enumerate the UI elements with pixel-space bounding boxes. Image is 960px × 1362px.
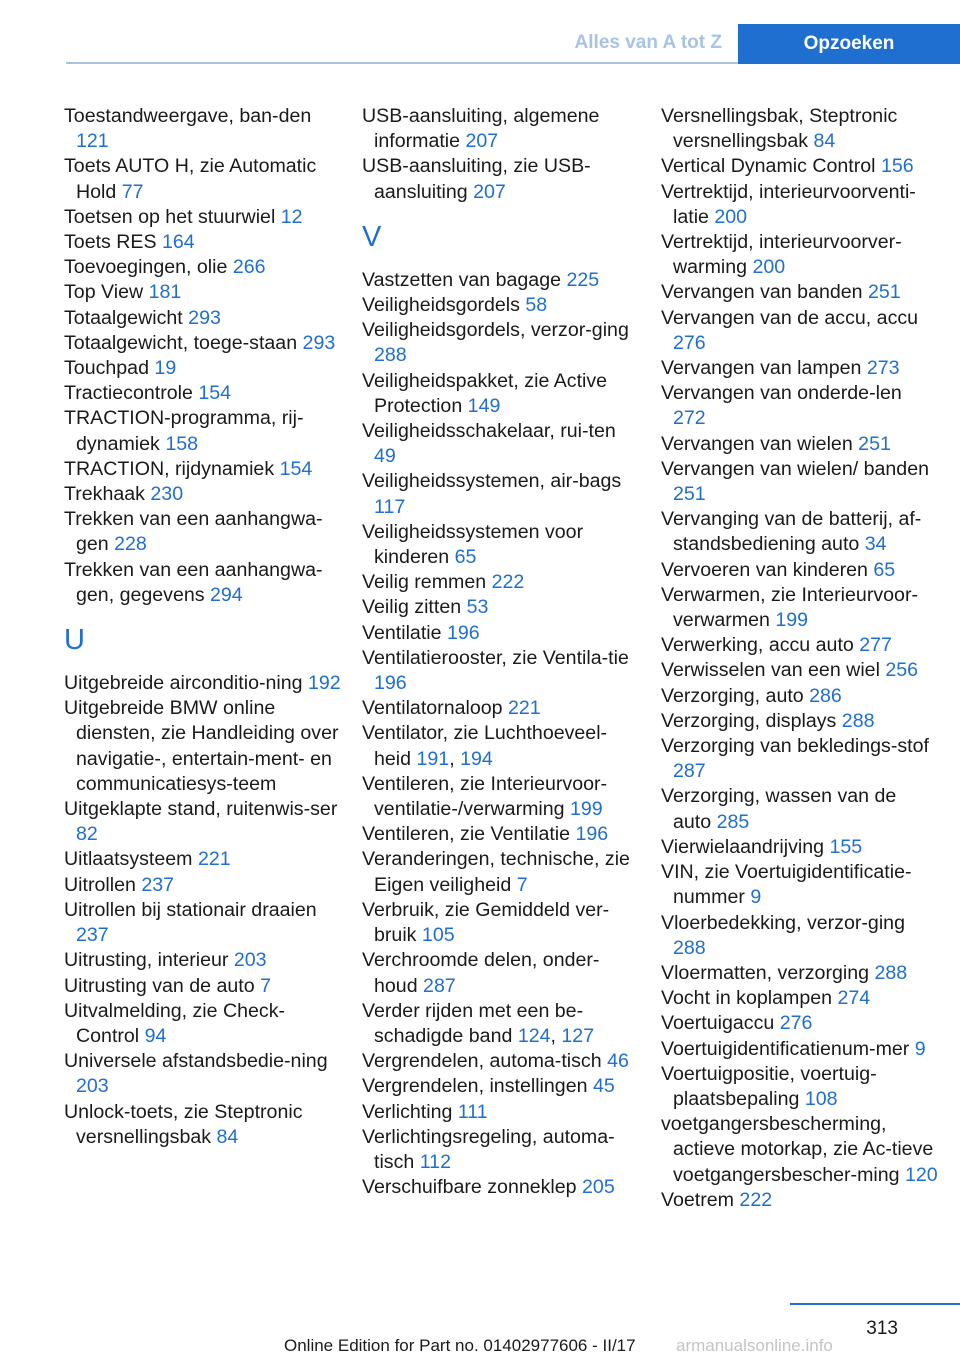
- index-entry: [661, 583, 939, 633]
- page-reference-link[interactable]: 293: [302, 331, 336, 354]
- index-entry: [64, 696, 342, 797]
- page-reference-link[interactable]: 49: [374, 445, 396, 468]
- page-reference-link[interactable]: 203: [76, 1075, 109, 1098]
- index-entry-term: Uitrusting van de auto: [64, 974, 261, 997]
- index-entry: [362, 369, 640, 419]
- index-entry-term: Voertuigpositie, voertuig-plaatsbepaling: [661, 1062, 877, 1110]
- index-column-1: [64, 104, 342, 1150]
- page-reference-link[interactable]: 94: [144, 1024, 167, 1047]
- index-entry: [362, 268, 640, 293]
- index-entry-term: Ventilatornaloop: [362, 697, 508, 720]
- page-reference-link[interactable]: 120: [905, 1163, 938, 1186]
- page-reference-link[interactable]: 230: [150, 483, 184, 506]
- page-reference-link[interactable]: 274: [837, 987, 871, 1010]
- index-entry-term: Uitlaatsysteem: [64, 848, 198, 871]
- section-title: Alles van A tot Z: [574, 32, 722, 53]
- index-entry-term: Uitgeklapte stand, ruitenwis-ser: [64, 798, 338, 821]
- index-entry-term: Vergrendelen, automa-tisch: [362, 1050, 608, 1073]
- index-entry: [64, 847, 342, 872]
- index-entry-term: Ventileren, zie Ventilatie: [362, 823, 576, 846]
- page-reference-link[interactable]: 192: [307, 672, 341, 695]
- index-entry: [362, 570, 640, 595]
- page-reference-link[interactable]: 287: [673, 760, 706, 783]
- index-entry-term: Verzorging, auto: [661, 684, 810, 707]
- index-entry: [661, 658, 939, 683]
- index-entry-term: Vergrendelen, instellingen: [362, 1075, 593, 1098]
- index-entry: [661, 709, 939, 734]
- index-entry-term: Vervangen van banden: [661, 281, 868, 304]
- page-reference-link[interactable]: 117: [374, 495, 406, 518]
- index-entry: [661, 911, 939, 961]
- page-reference-link[interactable]: 158: [165, 432, 199, 455]
- index-entry-term: Vloermatten, verzorging: [661, 961, 875, 984]
- index-entry: [661, 1037, 939, 1062]
- page-reference-link[interactable]: 181: [148, 281, 182, 304]
- page-reference-link[interactable]: 112: [419, 1150, 451, 1173]
- index-entry: [362, 1175, 640, 1200]
- page-reference-link[interactable]: 121: [76, 130, 109, 153]
- index-entry: [661, 507, 939, 557]
- index-entry: [661, 154, 939, 179]
- index-entry: [362, 1049, 640, 1074]
- index-entry: [64, 154, 342, 204]
- index-entry-term: Voertuigaccu: [661, 1012, 780, 1035]
- page-reference-link[interactable]: 266: [232, 256, 266, 279]
- index-entry: [362, 646, 640, 696]
- index-entry: [64, 356, 342, 381]
- index-entry-term: Totaalgewicht, toege-staan: [64, 331, 303, 354]
- page-reference-link[interactable]: 256: [885, 659, 919, 682]
- page-reference-link[interactable]: 191: [416, 747, 450, 770]
- page-reference-link[interactable]: 207: [465, 130, 499, 153]
- index-entry: [64, 558, 342, 608]
- index-entry-term: Verzorging van bekledings-stof: [661, 735, 929, 758]
- index-entry: [64, 974, 342, 999]
- index-entry-term: TRACTION, rijdynamiek: [64, 457, 280, 480]
- index-entry: Verder rijden met een be-schadigde band 124, 127: [362, 999, 595, 1047]
- index-entry: [64, 280, 342, 305]
- index-entry: [64, 331, 342, 356]
- index-entry: [64, 406, 342, 456]
- index-entry: [362, 1074, 640, 1099]
- index-letter-heading: U: [64, 624, 85, 657]
- page-reference-link[interactable]: 45: [592, 1075, 615, 1098]
- index-entry-term: Verchroomde delen, onder-houd: [362, 949, 600, 997]
- index-entry-term: Ventilatie: [362, 621, 447, 644]
- page-reference-link[interactable]: 149: [467, 394, 501, 417]
- index-entry: [64, 381, 342, 406]
- index-entry: [362, 948, 640, 998]
- page-reference-link[interactable]: 77: [121, 180, 144, 203]
- page-reference-link[interactable]: 46: [607, 1050, 629, 1073]
- index-entry-term: Verschuifbare zonneklep: [362, 1176, 583, 1199]
- page-reference-link[interactable]: 288: [673, 936, 706, 959]
- index-entry: [661, 104, 939, 154]
- page-reference-link[interactable]: 65: [873, 558, 896, 581]
- page-reference-link[interactable]: 154: [279, 457, 313, 480]
- index-entry-term: Veiligheidsschakelaar, rui-ten: [362, 420, 616, 443]
- index-entry: [661, 180, 939, 230]
- index-entry: [64, 482, 342, 507]
- index-entry-term: Trekken van een aanhangwa-gen, gegevens: [64, 558, 323, 606]
- index-entry: [661, 986, 939, 1011]
- index-entry: [661, 1011, 939, 1036]
- page-reference-link[interactable]: 127: [561, 1024, 595, 1047]
- index-entry-term: TRACTION-programma, rij-dynamiek: [64, 407, 304, 455]
- index-entry: [64, 205, 342, 230]
- page-reference-link[interactable]: 228: [114, 533, 147, 556]
- page-reference-link[interactable]: 286: [809, 684, 842, 707]
- index-entry-term: voetgangersbescherming, actieve motorkap, zie Ac-tieve voetgangersbescher-ming: [661, 1113, 934, 1186]
- index-entry-term: Vertrektijd, interieurvoorventi-latie: [661, 180, 916, 228]
- index-entry: [64, 1100, 342, 1150]
- index-entry-term: Vastzetten van bagage: [362, 268, 567, 291]
- index-entry-term: Verwerking, accu auto: [661, 634, 860, 657]
- index-entry-term: Toets AUTO H, zie Automatic Hold: [64, 155, 317, 203]
- index-entry: [362, 595, 640, 620]
- index-entry: [661, 432, 939, 457]
- page-reference-link[interactable]: 154: [198, 382, 232, 405]
- index-entry-term: Top View: [64, 281, 149, 304]
- index-entry: [661, 1062, 939, 1112]
- index-entry: [64, 1049, 342, 1099]
- index-entry-term: Versnellingsbak, Steptronic versnellingsbak: [661, 105, 898, 153]
- index-entry: [661, 1188, 939, 1213]
- page-reference-link[interactable]: 237: [76, 924, 109, 947]
- page-reference-link[interactable]: 84: [813, 130, 836, 153]
- page-reference-link[interactable]: 273: [866, 357, 900, 380]
- page-reference-link[interactable]: 276: [779, 1012, 813, 1035]
- page-reference-link[interactable]: 9: [750, 886, 762, 909]
- index-entry: [362, 318, 640, 368]
- index-entry-term: VIN, zie Voertuigidentificatie-nummer: [661, 861, 912, 909]
- index-entry-term: Toevoegingen, olie: [64, 256, 233, 279]
- index-entry-term: Vervangen van wielen/ banden: [661, 457, 929, 480]
- index-entry: [362, 772, 640, 822]
- page-reference-link[interactable]: 19: [154, 357, 177, 380]
- page-reference-link[interactable]: 251: [868, 281, 901, 304]
- index-entry-term: Veiligheidspakket, zie Active Protection: [362, 369, 608, 417]
- index-entry-term: Uitrollen: [64, 873, 142, 896]
- index-entry-term: Veilig remmen: [362, 571, 492, 594]
- index-entry: [661, 457, 939, 507]
- index-entry: [362, 621, 640, 646]
- index-entry: [661, 230, 939, 280]
- index-entry-term: Verzorging, wassen van de auto: [661, 785, 897, 833]
- page-reference-link[interactable]: 221: [507, 697, 541, 720]
- index-entry-term: Vervanging van de batterij, af-standsbediening auto: [661, 508, 922, 556]
- index-entry-term: Veiligheidsgordels: [362, 294, 526, 317]
- edition-note: Online Edition for Part no. 01402977606 - II/17: [284, 1336, 636, 1355]
- index-entry: [661, 835, 939, 860]
- page-reference-link[interactable]: 199: [775, 609, 809, 632]
- index-entry: [362, 419, 640, 469]
- index-entry: [661, 356, 939, 381]
- page-reference-link[interactable]: 53: [466, 596, 489, 619]
- index-entry-term: Voertuigidentificatienum-mer: [661, 1037, 915, 1060]
- page-reference-link[interactable]: 225: [566, 268, 600, 291]
- index-entry-term: Verder rijden met een be-schadigde band: [362, 999, 584, 1047]
- index-entry-term: Veiligheidssystemen voor kinderen: [362, 520, 584, 569]
- index-entry: [661, 860, 939, 910]
- index-entry: [362, 898, 640, 948]
- index-entry-term: Toestandweergave, ban-den: [64, 105, 312, 127]
- index-entry: [362, 847, 640, 897]
- index-entry: [362, 469, 640, 519]
- index-entry: [661, 1112, 939, 1188]
- index-entry-term: Vervangen van wielen: [661, 432, 859, 455]
- index-entry: Ventilator, zie Luchthoeveel-heid 191, 194: [362, 722, 608, 770]
- page-reference-link[interactable]: 287: [423, 974, 456, 997]
- page-reference-link[interactable]: 84: [216, 1125, 239, 1148]
- tab-opzoeken[interactable]: Opzoeken: [738, 24, 960, 64]
- index-entry: [661, 306, 939, 356]
- index-entry: [362, 154, 640, 204]
- index-entry-term: Verwarmen, zie Interieurvoor-verwarmen: [661, 583, 918, 632]
- index-entry-term: Vertical Dynamic Control: [661, 155, 881, 178]
- page-reference-link[interactable]: 196: [374, 672, 407, 695]
- index-entry: [64, 999, 342, 1049]
- index-entry-term: Trekhaak: [64, 483, 151, 506]
- index-entry-term: Toetsen op het stuurwiel: [64, 205, 281, 228]
- index-entry-term: Totaalgewicht: [64, 306, 189, 329]
- page-reference-link[interactable]: 205: [582, 1176, 615, 1199]
- index-entry-term: Vervangen van lampen: [661, 357, 867, 380]
- page-reference-link[interactable]: 294: [210, 583, 243, 606]
- index-entry: [64, 671, 342, 696]
- index-entry-term: Verlichting: [362, 1100, 458, 1123]
- page-reference-link[interactable]: 285: [716, 810, 750, 833]
- page-reference-link[interactable]: 124: [517, 1024, 551, 1047]
- page-reference-link[interactable]: 222: [491, 571, 525, 594]
- index-entry-term: Veiligheidssystemen, air-bags: [362, 470, 622, 493]
- page-reference-link[interactable]: 164: [162, 231, 195, 254]
- index-entry-term: Touchpad: [64, 357, 155, 380]
- index-entry-term: Voetrem: [661, 1188, 740, 1211]
- page-reference-link[interactable]: 221: [197, 848, 231, 871]
- index-entry-term: Ventileren, zie Interieurvoor-ventilatie-/verwarming: [362, 772, 608, 821]
- page-reference-link[interactable]: 156: [880, 155, 914, 178]
- page-reference-link[interactable]: 288: [841, 709, 875, 732]
- page-reference-link[interactable]: 34: [864, 533, 887, 556]
- index-entry: [64, 797, 342, 847]
- index-entry: [64, 230, 342, 255]
- index-entry: [64, 948, 342, 973]
- index-entry: [661, 684, 939, 709]
- page-reference-link[interactable]: 196: [446, 621, 480, 644]
- page-reference-link[interactable]: 155: [829, 835, 863, 858]
- page-reference-link[interactable]: 288: [874, 961, 908, 984]
- index-entry: [64, 255, 342, 280]
- index-entry: [64, 457, 342, 482]
- index-entry: [661, 633, 939, 658]
- page-reference-link[interactable]: 293: [188, 306, 221, 329]
- index-entry: [661, 280, 939, 305]
- index-entry-term: Verbruik, zie Gemiddeld ver-bruik: [362, 898, 610, 947]
- index-entry: [64, 104, 342, 154]
- index-entry-term: Toets RES: [64, 231, 163, 254]
- page-reference-link[interactable]: 194: [460, 747, 493, 770]
- page-reference-link[interactable]: 12: [280, 205, 303, 228]
- index-entry: [362, 293, 640, 318]
- index-entry: [64, 507, 342, 557]
- footer-rule: [790, 1303, 960, 1305]
- index-entry-term: Vocht in koplampen: [661, 987, 838, 1010]
- page-reference-link[interactable]: 272: [673, 407, 706, 430]
- index-entry: [661, 558, 939, 583]
- index-letter-heading: V: [362, 220, 382, 253]
- page-reference-link[interactable]: 196: [575, 823, 609, 846]
- page-reference-link[interactable]: 207: [473, 180, 506, 203]
- page-reference-link[interactable]: 251: [673, 483, 706, 506]
- page-reference-link[interactable]: 288: [374, 344, 407, 367]
- index-entry: [64, 873, 342, 898]
- page-reference-link[interactable]: 82: [76, 823, 98, 846]
- page-reference-link[interactable]: 58: [525, 294, 548, 317]
- index-entry-term: Ventilator, zie Luchthoeveel-heid: [362, 722, 608, 770]
- index-entry: [64, 306, 342, 331]
- index-entry-term: Veilig zitten: [362, 596, 467, 619]
- page-reference-link[interactable]: 200: [714, 205, 748, 228]
- page-reference-link[interactable]: 276: [673, 331, 706, 354]
- index-entry-term: USB-aansluiting, zie USB-aansluiting: [362, 155, 591, 203]
- page-reference-link[interactable]: 251: [858, 432, 891, 455]
- index-entry-term: Uitgebreide BMW online diensten, zie Handleiding over navigatie-, entertain-ment- en communicatiesys-teem: [64, 697, 339, 795]
- index-entry: [64, 898, 342, 948]
- index-entry-term: Vervoeren van kinderen: [661, 558, 874, 581]
- page-reference-link[interactable]: 222: [739, 1188, 773, 1211]
- index-entry: [661, 961, 939, 986]
- index-column-2: [362, 104, 640, 1200]
- page-reference-link[interactable]: 108: [804, 1087, 838, 1110]
- page-reference-link[interactable]: 7: [516, 873, 528, 896]
- index-entry-term: Verwisselen van een wiel: [661, 659, 886, 682]
- index-column-3: [661, 104, 939, 1213]
- page-reference-link[interactable]: 111: [457, 1100, 488, 1123]
- index-entry-term: Vertrektijd, interieurvoorver-warming: [661, 231, 902, 279]
- index-entry-term: Uitrollen bij stationair draaien: [64, 898, 317, 921]
- index-entry: [661, 734, 939, 784]
- watermark-text: armanualsonline.info: [676, 1336, 833, 1355]
- index-entry-term: Vervangen van de accu, accu: [661, 306, 919, 329]
- page-reference-link[interactable]: 199: [570, 798, 603, 821]
- index-entry-term: Tractiecontrole: [64, 382, 199, 405]
- index-entry-term: Ventilatierooster, zie Ventila-tie: [362, 646, 629, 669]
- index-entry-term: Vervangen van onderde-len: [661, 382, 902, 405]
- page-reference-link[interactable]: 65: [454, 546, 477, 569]
- index-entry-term: Trekken van een aanhangwa-gen: [64, 508, 323, 556]
- index-entry: [362, 104, 640, 154]
- index-entry-term: Veranderingen, technische, zie Eigen veiligheid: [362, 848, 630, 896]
- page-reference-link[interactable]: 203: [233, 949, 267, 972]
- index-entry: [362, 1100, 640, 1125]
- page-number: 313: [866, 1318, 898, 1339]
- page-reference-link[interactable]: 105: [421, 924, 455, 947]
- page-reference-link[interactable]: 237: [141, 873, 175, 896]
- index-entry-term: Vierwielaandrijving: [661, 835, 830, 858]
- index-entry-term: Uitgebreide airconditio-ning: [64, 672, 308, 695]
- index-entry-term: Universele afstandsbedie-ning: [64, 1050, 328, 1073]
- index-entry: [362, 1125, 640, 1175]
- index-entry: [362, 696, 640, 721]
- page-reference-link[interactable]: 200: [752, 256, 786, 279]
- page-reference-link[interactable]: 9: [914, 1037, 926, 1060]
- index-entry: [661, 784, 939, 834]
- index-entry-term: USB-aansluiting, algemene informatie: [362, 105, 600, 153]
- index-entry-term: Vloerbedekking, verzor-ging: [661, 911, 905, 934]
- index-entry-term: Uitvalmelding, zie Check-Control: [64, 999, 286, 1047]
- index-entry-term: Verlichtingsregeling, automa-tisch: [362, 1125, 615, 1173]
- index-entry: [362, 822, 640, 847]
- page-reference-link[interactable]: 7: [260, 974, 271, 997]
- index-entry: [661, 381, 939, 431]
- index-entry-term: Unlock-toets, zie Steptronic versnellingsbak: [64, 1100, 303, 1148]
- index-entry: [362, 520, 640, 570]
- index-entry-term: Veiligheidsgordels, verzor-ging: [362, 319, 629, 342]
- index-entry-term: Verzorging, displays: [661, 709, 842, 732]
- page-reference-link[interactable]: 277: [859, 634, 892, 657]
- index-entry-term: Uitrusting, interieur: [64, 949, 234, 972]
